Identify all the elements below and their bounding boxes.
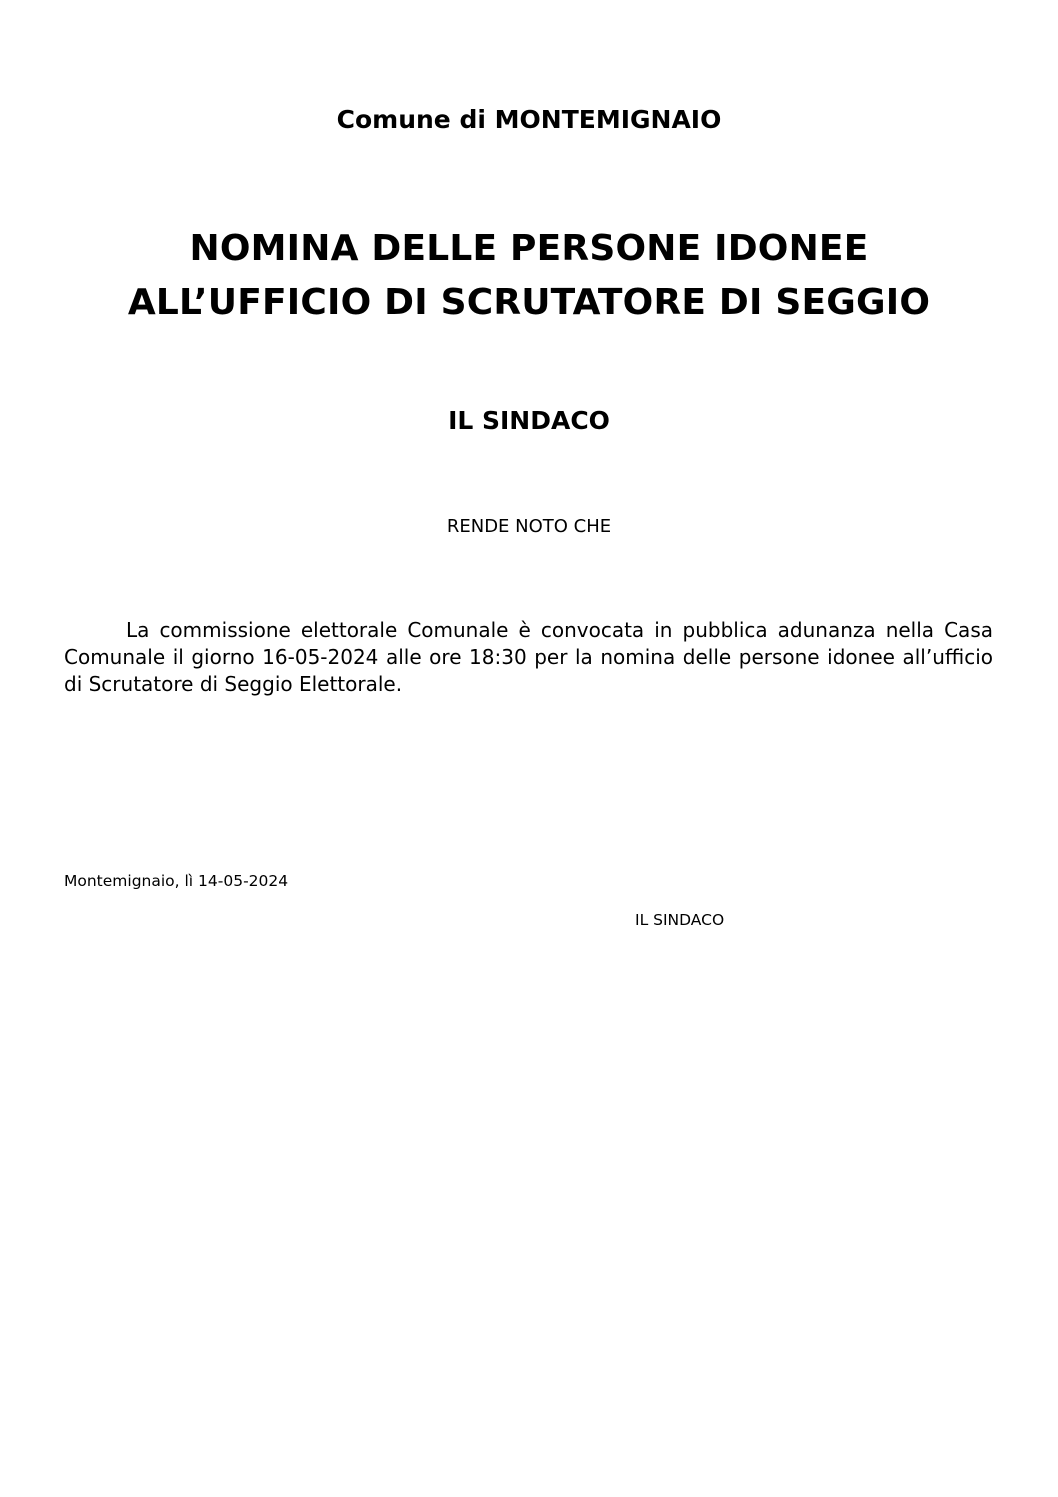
title-line-2: ALL’UFFICIO DI SCRUTATORE DI SEGGIO: [127, 282, 931, 323]
title-line-1: NOMINA DELLE PERSONE IDONEE: [189, 228, 869, 269]
document-title: [0, 222, 1058, 330]
signatory-label: IL SINDACO: [635, 911, 725, 929]
place-date-line: Montemignaio, lì 14-05-2024: [64, 872, 289, 890]
municipality-heading: Comune di MONTEMIGNAIO: [336, 105, 722, 134]
notice-body: La commissione elettorale Comunale è convocata in pubblica adunanza nella Casa Comunale il giorno 16-05-2024 alle ore 18:30 per la nomina delle persone idonee all’ufficio di Scrutatore di Seggio Elettorale.: [64, 618, 993, 696]
announcement-text: RENDE NOTO CHE: [446, 516, 612, 537]
authority-heading: IL SINDACO: [448, 406, 610, 435]
